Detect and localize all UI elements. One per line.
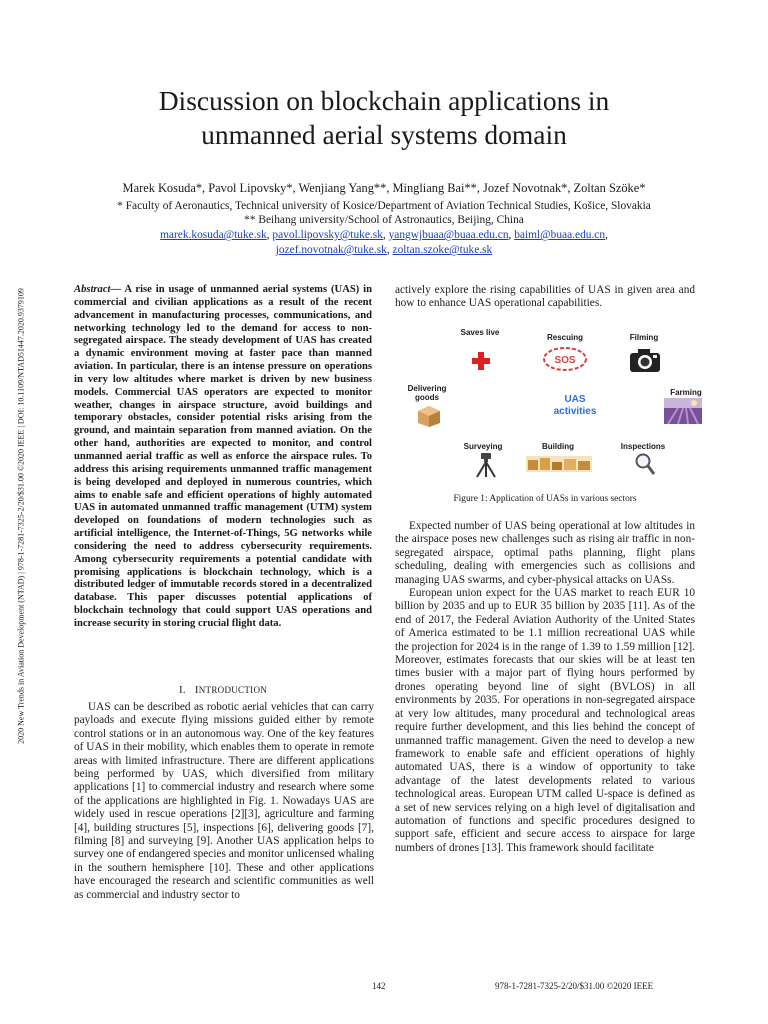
- email-line-1: marek.kosuda@tuke.sk, pavol.lipovsky@tuke.sk, yangwjbuaa@buaa.edu.cn, baiml@buaa.edu.cn,: [160, 229, 608, 241]
- building-construction-icon: [526, 456, 592, 472]
- farming-field-icon: [664, 398, 702, 424]
- section-title-rest: NTRODUCTION: [198, 685, 268, 695]
- package-box-icon: [416, 404, 442, 428]
- label-building: Building: [542, 442, 574, 451]
- figure-uas-activities: [402, 322, 702, 478]
- abstract-label: Abstract—: [74, 284, 122, 295]
- camera-icon: [628, 346, 662, 374]
- email-link[interactable]: marek.kosuda@tuke.sk: [160, 229, 267, 241]
- title-line-2: unmanned aerial systems domain: [201, 119, 567, 150]
- section-numeral: I.: [178, 684, 186, 696]
- label-rescuing: Rescuing: [546, 333, 583, 342]
- sos-icon: [542, 346, 588, 372]
- label-inspections: Inspections: [620, 442, 666, 451]
- sidebar-citation-text: 2020 New Trends in Aviation Development (NTAD) | 978-1-7281-7325-2/20/$31.00 ©2020 IEEE | DOI: 10.1109/NTAD51447.2020.9379109: [16, 288, 26, 744]
- title-line-1: Discussion on blockchain applications in: [158, 85, 610, 116]
- email-link[interactable]: jozef.novotnak@tuke.sk: [275, 244, 387, 256]
- right-column-body: [395, 520, 695, 855]
- intro-paragraph-text: UAS can be described as robotic aerial vehicles that can carry payloads and execute flying missions guided either by remote control stations or in an autonomous way. One of the key features of UAS in their mobility, which enables them to operate in remote areas with limited infrastructure. There are different applications being performed by UAS, which diversified from military applications [1] to commercial industry and research where some of the applications are highlighted in Fig. 1. Nowadays UAS are widely used in rescue operations [2][3], agriculture and farming [4], building structures [5], inspections [6], delivering goods [7], filming [8] and surveying [9]. Another UAS application helps to survey one of endangered species and monitor unlicensed whaling in the southern hemisphere [10]. These and other applications have encouraged the research and scientific communities as well as commercial and industry sector to: [74, 701, 374, 901]
- email-link[interactable]: yangwjbuaa@buaa.edu.cn: [388, 229, 509, 241]
- label-saves-live: Saves live: [460, 328, 500, 337]
- label-farming: Farming: [670, 388, 702, 397]
- red-cross-icon: [470, 350, 492, 372]
- uas-activities-label: UAS activities: [553, 394, 597, 417]
- label-filming: Filming: [629, 333, 659, 342]
- intro-paragraph: [74, 701, 374, 902]
- paper-title: [60, 84, 708, 152]
- email-link[interactable]: baiml@buaa.edu.cn: [514, 229, 606, 241]
- abstract: [74, 284, 372, 631]
- right-top-text: actively explore the rising capabilities of UAS in given area and how to enhance UAS operational capabilities.: [395, 284, 695, 310]
- page-number: 142: [372, 981, 386, 991]
- sidebar-citation: [14, 236, 28, 796]
- abstract-text: A rise in usage of unmanned aerial systems (UAS) in commercial and civilian applications as a result of the recent advancement in manufacturing processes, communications, and networking technology led to the demand for access to non-segregated airspace. The steady development of UAS has created a dynamic environment moving at faster pace than manned aviation. In particular, there is an intense pressure on operations in very low altitudes where market is driven by new business models. Commercial UAS operators are expected to monitor weather, changes in airspace structure, avoid buildings and temporary obstacles, consider potential risks arising from the ground, and maintain separation from manned aviation. On the other hand, authorities are expected to monitor, and control unmanned aerial traffic as well as enforce the airspace rules. To address this arising requirements unmanned traffic management is being developed and deployed in numerous countries, which aims to enable safe and efficient operations of highly automated UAS in automated unmanned traffic management (UTM) system developed on foundations of modern technologies such as artificial intelligence, the Internet-of-Things, 5G networks while considering the need to address cybersecurity requirements. Among cybersecurity requirements a potential candidate with promising applications is blockchain technology, which is a distributed ledger of immutable records stored in a decentralized database. This paper discusses potential applications of blockchain technology that could support UAS operations and increase security in storing crucial flight data.: [74, 284, 372, 629]
- email-line-2: jozef.novotnak@tuke.sk, zoltan.szoke@tuke.sk: [275, 244, 493, 256]
- author-list: Marek Kosuda*, Pavol Lipovsky*, Wenjiang Yang**, Mingliang Bai**, Jozef Novotnak*, Zoltan Szöke*: [122, 181, 646, 195]
- section-heading-introduction: [74, 684, 372, 696]
- sos-text: SOS: [554, 355, 576, 366]
- footer-copyright: 978-1-7281-7325-2/20/$31.00 ©2020 IEEE: [495, 981, 654, 991]
- affiliation-2: ** Beihang university/School of Astronautics, Beijing, China: [244, 214, 524, 226]
- right-paragraph-2: European union expect for the UAS market to reach EUR 10 billion by 2035 and up to EUR 35 billion by 2035 [11]. As of the end of 2017, the Federal Aviation Authority of the United States of America estimated to be 1.1 million recreational UAS while the projection for 2024 is in the range of 1.39 to 1.59 million [12]. Moreover, estimates forecasts that our skies will be at least ten times busier with a major part of flying hours performed by drones operating beyond line of sight (BVLOS) in all environments by 2035. For operations in non-segregated airspace at very low altitudes, many procedural and technological areas require further development, and this lies behind the concept of unmanned traffic management. Given the need to develop a new framework to enable safe and efficient operations of highly automated UAS, there is a window of opportunity to take advantage of the latest developments related to various technological areas. European UTM called U-space is defined as a set of new services relying on a high level of digitalisation and automation of functions and specific procedures designed to support safe, efficient and secure access to airspace for large numbers of drones [13]. This framework should facilitate: [395, 587, 695, 854]
- right-column-top: [395, 284, 695, 311]
- label-delivering-goods: Delivering goods: [407, 384, 447, 402]
- magnifier-icon: [634, 452, 656, 476]
- section-first-letter: I: [194, 684, 199, 696]
- figure-caption: Figure 1: Application of UASs in various sectors: [453, 494, 637, 504]
- label-surveying: Surveying: [463, 442, 503, 451]
- survey-tripod-icon: [474, 452, 498, 478]
- email-link[interactable]: zoltan.szoke@tuke.sk: [392, 244, 493, 256]
- right-paragraph-1: Expected number of UAS being operational at low altitudes in the airspace poses new challenges such as rising air traffic in non-segregated airspace, optimal paths planning, flight plans scheduling, dealing with emergencies such as collisions and managing UAS swarms, and cyber-physical attacks on UASs.: [395, 520, 695, 586]
- affiliation-1: * Faculty of Aeronautics, Technical university of Kosice/Department of Aviation Technical Studies, Košice, Slovakia: [117, 200, 651, 212]
- email-link[interactable]: pavol.lipovsky@tuke.sk: [272, 229, 383, 241]
